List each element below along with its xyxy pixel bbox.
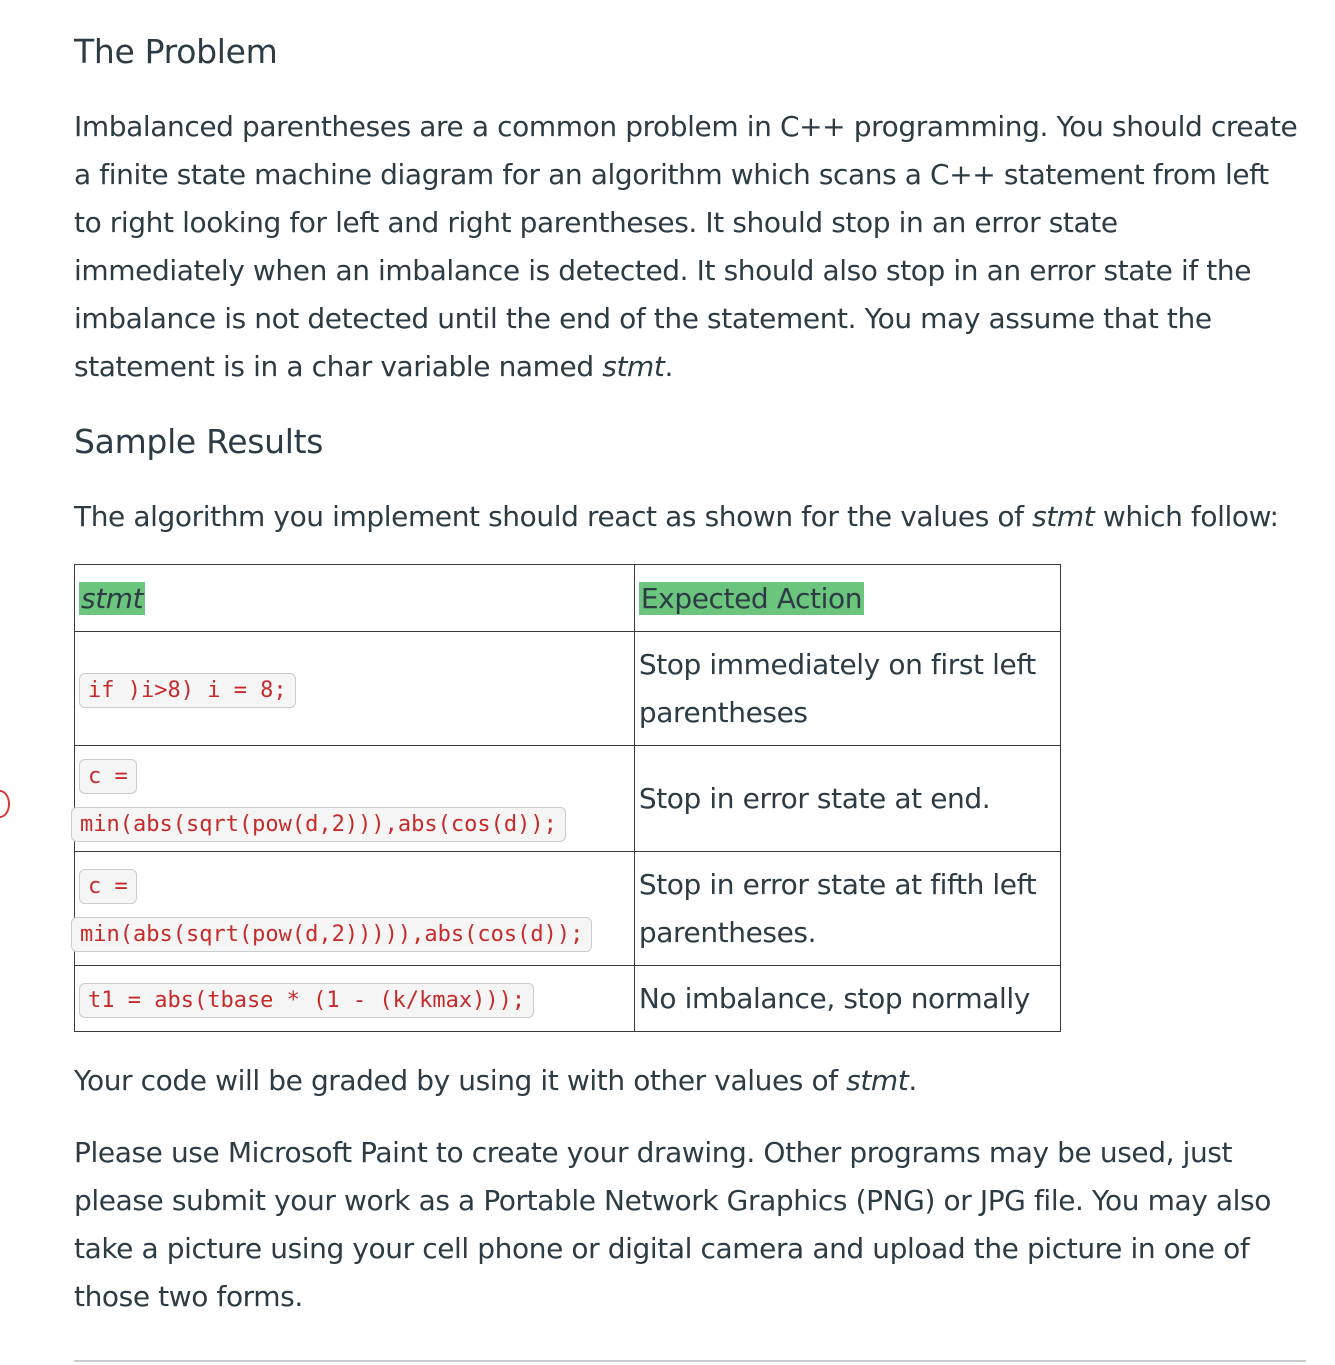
code-snippet: t1 = abs(tbase * (1 - (k/kmax)));	[79, 983, 534, 1018]
code-snippet: if )i>8) i = 8;	[79, 673, 296, 708]
stmt-cell	[75, 746, 635, 852]
sample-results-table	[74, 564, 1061, 1032]
heading-sample-results: Sample Results	[74, 422, 324, 461]
problem-line-6-suffix: .	[664, 350, 674, 383]
table-row	[75, 966, 1061, 1032]
code-snippet-line-1: c =	[79, 759, 137, 794]
problem-line-2: a finite state machine diagram for an algorithm which scans a C++ statement from left	[74, 158, 1269, 191]
problem-line-1: Imbalanced parentheses are a common problem in C++ programming. You should create	[74, 110, 1298, 143]
grading-note-prefix: Your code will be graded by using it with other values of	[74, 1064, 847, 1097]
stmt-variable: stmt	[602, 350, 665, 383]
grading-note	[74, 1057, 1314, 1105]
action-cell: Stop in error state at fifth left parentheses.	[634, 852, 1060, 966]
code-snippet-line-2: min(abs(sqrt(pow(d,2))),abs(cos(d));	[71, 807, 566, 842]
code-snippet-line-1: c =	[79, 869, 137, 904]
sample-intro-suffix: which follow:	[1094, 500, 1279, 533]
bottom-divider	[74, 1360, 1306, 1362]
code-snippet-line-2: min(abs(sqrt(pow(d,2))))),abs(cos(d));	[71, 917, 592, 952]
header-cell-action	[634, 565, 1060, 632]
table-row	[75, 852, 1061, 966]
sample-intro	[74, 493, 1314, 541]
problem-line-4: immediately when an imbalance is detected. It should also stop in an error state if the	[74, 254, 1252, 287]
stmt-variable: stmt	[846, 1064, 909, 1097]
table-row	[75, 746, 1061, 852]
header-stmt-label: stmt	[81, 581, 144, 615]
action-cell: Stop immediately on first left parentheses	[634, 632, 1060, 746]
action-cell: Stop in error state at end.	[634, 746, 1060, 852]
stmt-cell	[75, 966, 635, 1032]
left-edge-marker	[0, 790, 10, 818]
problem-line-6-prefix: statement is in a char variable named	[74, 350, 603, 383]
problem-line-5: imbalance is not detected until the end of the statement. You may assume that the	[74, 302, 1212, 335]
action-cell: No imbalance, stop normally	[634, 966, 1060, 1032]
problem-line-3: to right looking for left and right parentheses. It should stop in an error state	[74, 206, 1118, 239]
stmt-cell	[75, 852, 635, 966]
heading-the-problem: The Problem	[74, 32, 278, 71]
sample-intro-prefix: The algorithm you implement should react as shown for the values of	[74, 500, 1033, 533]
problem-paragraph	[74, 103, 1314, 391]
submission-instructions: Please use Microsoft Paint to create your drawing. Other programs may be used, just please submit your work as a Portable Network Graphics (PNG) or JPG file. You may also take a picture using your cell phone or digital camera and upload the picture in one of those two forms.	[74, 1136, 1271, 1313]
stmt-cell	[75, 632, 635, 746]
table-row	[75, 632, 1061, 746]
stmt-variable: stmt	[1032, 500, 1095, 533]
header-cell-stmt	[75, 565, 635, 632]
header-action-label: Expected Action	[640, 581, 863, 615]
table-header-row	[75, 565, 1061, 632]
grading-note-suffix: .	[908, 1064, 917, 1097]
